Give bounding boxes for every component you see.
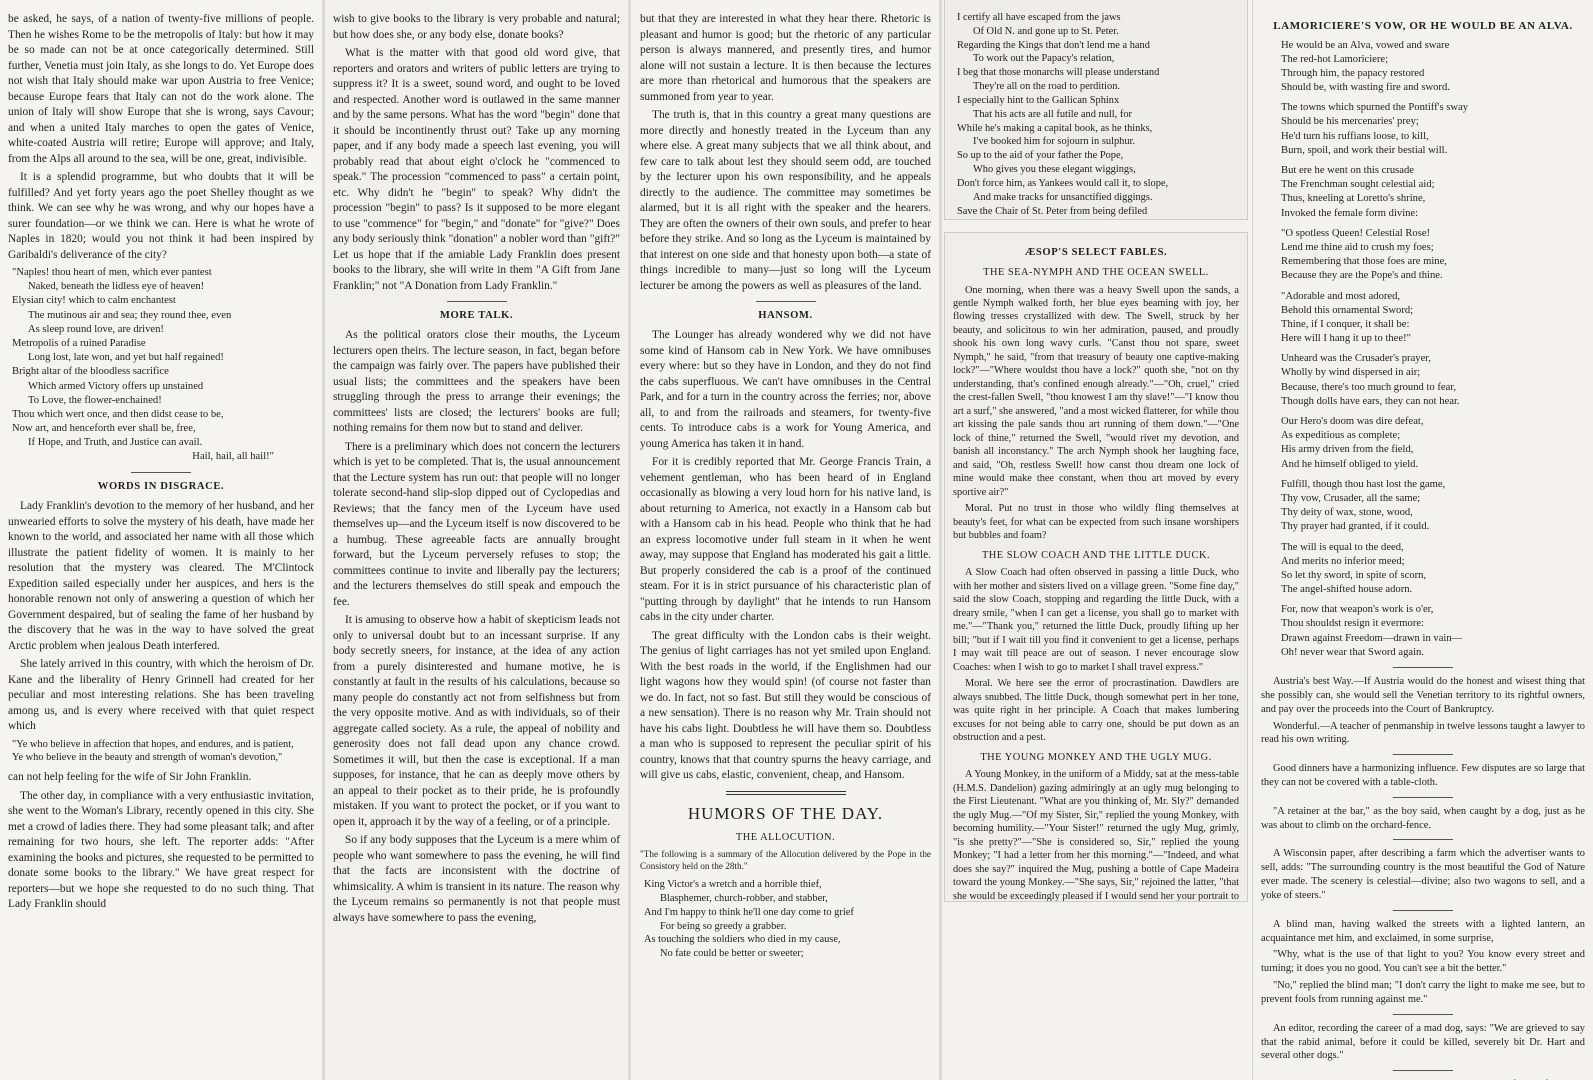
paragraph: The great difficulty with the London cabs is their weight. The genius of light carriages has not yet smiled upon England. With the best roads in the world, if the Englishmen had our light wagons how they would spin! (of course not faster than we do. In fact, not so fast. But still they would be conscious of a new sensation). There is no reason why Mr. Train should not have his cabs light. Doubtless he will have them so. Doubtless a man who is supposed to represent the peculiar spirit of his country, knows that that country spurns the heavy carriage, and will give us cabs, elastic, convenient, cheap, and Hansom. xyxy=(640,629,931,782)
verse-line: I certify all have escaped from the jaws xyxy=(957,12,1121,23)
verse-line: They're all on the road to perdition. xyxy=(973,81,1121,93)
joke: "Why, what is the use of that light to you? You know every street and turning; it does you no good. You can't see a bit the better." xyxy=(1261,949,1585,975)
verse-line: As sleep round love, are driven! xyxy=(28,323,164,335)
verse-line: Invoked the female form divine: xyxy=(1281,207,1419,219)
joke: A Wisconsin paper, after describing a farm which the advertiser wants to sell, adds: "The surrounding country is the most beautiful the God of Nature ever made. The scenery is celestial—divine; also two wagons to sell, and a yoke of steers." xyxy=(1261,848,1585,901)
verse-line: Because they are the Pope's and thine. xyxy=(1281,270,1443,282)
humors-heading: HUMORS OF THE DAY. xyxy=(687,803,884,823)
stanza xyxy=(1265,164,1585,221)
stanza xyxy=(1265,352,1585,409)
fable-text: A Young Monkey, in the uniform of a Middy, sat at the mess-table (H.M.S. Dandelion) gazing admiringly at an ugly mug belonging to the First Lieutenant. "What are you thinking of, Mr. Sly?" demanded the ugly Mug.—"Of my Sister, Sir," replied the young Monkey, with becoming humility.—"Your Sister!" returned the ugly Mug, grimly, "is she pretty?"—"She is considered so, Sir," replied the young Monkey; "I had a letter from her this morning."—"Indeed, and what does she say?" inquired the Mug, pushing a bottle of Cape Madeira toward the young Monkey.—"She says, Sir," rejoined the latter, "that she would be exceedingly pleased if I would send her your portrait to xyxy=(953,769,1239,902)
verse-line: So let thy sword, in spite of scorn, xyxy=(1281,569,1427,581)
stanza xyxy=(1265,227,1585,284)
quoted-verse xyxy=(12,738,314,766)
verse-line: Long lost, late won, and yet but half regained! xyxy=(28,352,224,364)
verse-line: If Hope, and Truth, and Justice can avail. xyxy=(28,437,203,449)
fable-title: THE YOUNG MONKEY AND THE UGLY MUG. xyxy=(980,751,1212,763)
paragraph: It is a splendid programme, but who doubts that it will be fulfilled? And yet forty years ago the poet Shelley thought as we think. We can see why he was wrong, and why our hopes have a surer foundation—or we think we can. Here is what he wrote of Naples in 1820; would you not think it had been inspired by Garibaldi's deliverance of the city? xyxy=(8,171,314,261)
verse-line: I've booked him for sojourn in sulphur. xyxy=(973,136,1136,148)
divider-rule xyxy=(756,301,816,302)
allocution-verse xyxy=(644,878,931,961)
section-heading: WORDS IN DISGRACE. xyxy=(97,480,225,492)
divider-rule xyxy=(726,791,846,795)
paragraph: It is amusing to observe how a habit of skepticism leads not only to universal doubt but to an incessant surprise. If any body secretly sneers, for instance, at the idea of any action from a purely disinterested and humane motive, he is constantly at fault in the results of his calculations, because so many people do constantly act not from selfishness but from the very opposite motive. And as with individuals, so of their aggregate called society. As a rule, the appeal of nobility and generosity does not fall dead upon any chance crowd. Sometimes it will, but then the case is exceptional. If a man supposes, for instance, that he can as deeply move others by an appeal to their pocket as to their pride, he is profoundly mistaken. If you want to protect the pocket, or if you want to open it, approach it by the way of a feeling, or of a principle. xyxy=(333,614,620,828)
verse-line: So up to the aid of your father the Pope, xyxy=(957,150,1124,162)
verse-line: Our Hero's doom was dire defeat, xyxy=(1281,416,1424,428)
column-1 xyxy=(0,0,322,1080)
verse-line: Oh! never wear that Sword again. xyxy=(1281,646,1424,658)
verse-line: Should be his mercenaries' prey; xyxy=(1281,116,1419,128)
verse-line: Save the Chair of St. Peter from being defiled xyxy=(957,205,1148,217)
verse-line: Bright altar of the bloodless sacrifice xyxy=(12,366,169,378)
verse-line: Thus, kneeling at Loretto's shrine, xyxy=(1281,193,1426,205)
fable-text: A Slow Coach had often observed in passing a little Duck, who with her mother and sisters lived on a village green. "Some fine day," said the slow Coach, stopping and regarding the little Duck, with a dreary smile, "when I can get a license, you shall go to market with me."—"Thank you," returned the little Duck, proudly lifting up her bill; "but if I wait till you find it convenient to get a license, perhaps I may wait till peace are out of season. I never encourage slow Coaches: when I wish to go to market I shall travel express." xyxy=(953,567,1239,673)
subheading: THE ALLOCUTION. xyxy=(735,832,836,844)
verse-line: Unheard was the Crusader's prayer, xyxy=(1281,353,1432,365)
verse-line: Hail, hail, all hail!" xyxy=(192,451,274,463)
verse-line: The towns which spurned the Pontiff's sway xyxy=(1281,102,1469,114)
verse-line: The will is equal to the deed, xyxy=(1281,541,1404,553)
joke: An editor, recording the career of a mad dog, says: "We are grieved to say that the rabid animal, before it could be killed, severely bit Dr. Hart and several other dogs." xyxy=(1261,1022,1585,1062)
poem-heading: LAMORICIERE'S VOW, OR HE WOULD BE AN ALVA. xyxy=(1273,20,1573,32)
divider-rule xyxy=(1393,839,1453,840)
verse-line: For, now that weapon's work is o'er, xyxy=(1281,604,1434,616)
verse-line: To Love, the flower-enchained! xyxy=(28,394,162,406)
divider-rule xyxy=(1393,754,1453,755)
verse-line: "Ye who believe in affection that hopes, and endures, and is patient, xyxy=(12,738,294,750)
verse-line: Should be, with wasting fire and sword. xyxy=(1281,82,1450,94)
verse-line: Who gives you these elegant wiggings, xyxy=(973,164,1136,176)
verse-line: The mutinous air and sea; they round thee, even xyxy=(28,309,232,321)
stanza xyxy=(1265,39,1585,96)
paragraph: be asked, he says, of a nation of twenty-five millions of people. Then he wishes Rome to be the metropolis of Italy: but how it may be so made can not be at once categorically determined. Still further, Venetia must join Italy, as she longs to do. Yet Europe does not wish that Italy should make war upon Austria to free Venice; because Europe fears that Italy can not do the work alone. The union of Italy will show Europe that she is wrong, says Cavour; and when a united Italy marches to open the gates of Venice, white-coated Austria will retire; Europe will approve; and Italy, from the Alps all around to the sea, will be one, great, indivisible. xyxy=(8,13,314,165)
verse-line: Though dolls have ears, they can not hear. xyxy=(1281,395,1460,407)
stanza xyxy=(1265,290,1585,347)
column-4-top xyxy=(944,0,1248,220)
verse-line: "O spotless Queen! Celestial Rose! xyxy=(1281,227,1431,239)
verse-line: His army driven from the field, xyxy=(1281,444,1414,456)
verse-line: Thy prayer had granted, if it could. xyxy=(1281,521,1430,533)
verse-line: Now art, and henceforth ever shall be, free, xyxy=(12,423,196,435)
fable-moral: Moral. We here see the error of procrastination. Dawdlers are always snubbed. The little Duck, though somewhat pert in her tone, was quite right in her principle. A Coach that makes lumbering excuses for not being able to carry one, should be put down as an obstruction and a pest. xyxy=(953,678,1239,744)
joke: Wonderful.—A teacher of penmanship in twelve lessons taught a lawyer to read his own writing. xyxy=(1261,720,1585,746)
shelley-verse xyxy=(12,266,314,465)
verse-line: The Frenchman sought celestial aid; xyxy=(1281,179,1435,191)
verse-line: "Adorable and most adored, xyxy=(1281,290,1401,302)
verse-line: And he himself obliged to yield. xyxy=(1281,458,1419,470)
verse-line: To work out the Papacy's relation, xyxy=(973,53,1115,65)
verse-line: King Victor's a wretch and a horrible thief, xyxy=(644,879,822,891)
joke: "No," replied the blind man; "I don't carry the light to make me see, but to prevent fools from running against me." xyxy=(1261,980,1585,1005)
joke: "A retainer at the bar," as the boy said, when caught by a dog, just as he was about to climb on the orchard-fence. xyxy=(1261,805,1585,831)
paragraph: but that they are interested in what they hear there. Rhetoric is pleasant and humor is good; but the rhetoric of any particular person is always mannered, and presently tires, and humor alone will not sustain a lecture. It is then because the lectures are more than rhetorical and humorous that the speakers are summoned from year to year. xyxy=(640,13,931,103)
verse-line: No fate could be better or sweeter; xyxy=(660,948,804,960)
verse-line: The red-hot Lamoriciere; xyxy=(1281,53,1389,65)
verse-line: For being so greedy a grabber. xyxy=(660,920,787,932)
lamoriciere-poem xyxy=(1265,39,1585,661)
verse-line: He'd turn his ruffians loose, to kill, xyxy=(1281,130,1429,142)
verse-line: That his acts are all futile and null, for xyxy=(973,108,1132,120)
joke: Good dinners have a harmonizing influence. Few disputes are so large that they can not be covered with a table-cloth. xyxy=(1261,763,1585,788)
verse-line: Which armed Victory offers up unstained xyxy=(28,380,204,392)
allocution-verse-cont xyxy=(957,11,1239,220)
verse-line: Behold this ornamental Sword; xyxy=(1281,304,1414,316)
verse-line: As expeditious as complete; xyxy=(1281,430,1401,442)
paragraph: The Lounger has already wondered why we did not have some kind of Hansom cab in New York. We have omnibuses every where: but so they have in London, and they do not find the cabs superfluous. We can't have omnibuses in the Central Park, and for a turn in the country across the ferries; nor, above all, to and from the railroads and steamers, for twenty-five cents. To introduce cabs is a work for Young America, and young America has taken it in hand. xyxy=(640,329,931,450)
verse-line: Regarding the Kings that don't lend me a hand xyxy=(957,39,1150,51)
verse-line xyxy=(957,218,1239,220)
column-2 xyxy=(325,0,628,1080)
divider-rule xyxy=(1393,1014,1453,1015)
verse-line: Because, there's too much ground to fear, xyxy=(1281,381,1457,393)
verse-line: Drawn against Freedom—drawn in vain— xyxy=(1281,632,1463,644)
verse-line: He would be an Alva, vowed and sware xyxy=(1281,39,1450,51)
verse-line: Through him, the papacy restored xyxy=(1281,67,1425,79)
verse-line: Remembering that those foes are mine, xyxy=(1281,256,1447,268)
verse-line: And I'm happy to think he'll one day come to grief xyxy=(644,906,854,918)
verse-line: Wholly by wind dispersed in air; xyxy=(1281,367,1421,379)
verse-line: And merits no inferior meed; xyxy=(1281,555,1405,567)
verse-line: I beg that those monarchs will please understand xyxy=(957,67,1160,79)
divider-rule xyxy=(1393,667,1453,668)
verse-line: Thou which wert once, and then didst cease to be, xyxy=(12,408,224,420)
column-gutter xyxy=(939,0,942,1080)
paragraph: She lately arrived in this country, with which the heroism of Dr. Kane and the liberality of Henry Grinnell had created for her peculiar and most interesting relations. She has been traveling among us, and is every where received with that quiet respect which xyxy=(8,658,314,733)
column-5 xyxy=(1252,0,1593,1080)
footnote: "The following is a summary of the Allocution delivered by the Pope in the Consistory held on the 28th." xyxy=(640,849,931,872)
paragraph: wish to give books to the library is very probable and natural; but how does she, or any body else, donate books? xyxy=(333,13,620,41)
fables-heading: ÆSOP'S SELECT FABLES. xyxy=(1024,247,1168,258)
paragraph: Lady Franklin's devotion to the memory of her husband, and her unwearied efforts to solve the mystery of his death, have made her known to the world, and associated her name with all those which illustrate the patient fidelity of women. It is mainly to her resolution that the mystery was cleared. The M'Clintock Expedition sailed especially under her auspices, and hers is the honorable renown not only of answering a question of which her Government despaired, but of sealing the fame of her husband by the discovery that he was in the way to have solved the great Arctic problem when jealous Death interfered. xyxy=(8,500,314,652)
divider-rule xyxy=(131,472,191,473)
verse-line: As touching the soldiers who died in my cause, xyxy=(644,934,841,946)
verse-line: Ye who believe in the beauty and strength of woman's devotion," xyxy=(12,752,283,764)
fable-moral: Moral. Put no trust in those who wildly fling themselves at beauty's feet, for what can be expected from such insane worshipers but bubbles and foam? xyxy=(953,503,1239,542)
paragraph: What is the matter with that good old word give, that reporters and orators and writers of public letters are trying to suppress it? It is a sweet, sound word, and ought to be loved and respected. Another word is outlawed in the same manner and by the same persons. What has the word "begin" done that it should be incontinently thrust out? Take up any morning paper, and if any body made a speech last evening, you will probably read that about eight o'clock he "commenced to speak." The procession "commenced to pass" a certain point, etc. Why didn't he "begin" to speak? Why didn't the procession "begin" to pass? Is it supposed to be more elegant to use "commence" for "begin," and "donate" for "give?" Does any body seriously think "donation" a nobler word than "gift?" Let us hope that if the amiable Lady Franklin does present books to the library, she will write in them "A Gift from Jane Franklin;" not "A Donation from Lady Franklin." xyxy=(333,47,620,292)
verse-line: Don't force him, as Yankees would call it, to slope, xyxy=(957,177,1169,189)
verse-line: "Naples! thou heart of men, which ever pantest xyxy=(12,267,212,278)
verse-line: And make tracks for unsanctified diggings. xyxy=(973,191,1153,203)
divider-rule xyxy=(447,301,507,302)
verse-line: Lend me thine aid to crush my foes; xyxy=(1281,241,1434,253)
verse-line: Here will I hang it up to thee!" xyxy=(1281,333,1411,345)
verse-line: I especially hint to the Gallican Sphinx xyxy=(957,94,1120,106)
paragraph: The truth is, that in this country a great many questions are more directly and honestly treated in the Lyceum than any where else. A great many subjects that we all think about, and few care to talk about lest they should seem odd, are touched by the lecturer upon his own responsibility, and he appeals directly to the audience. The committee may sometimes be alarmed, but it is all right with the speaker and the hearers. They are often the owners of their own souls, and prefer to hear before they strike. And so long as the Lyceum is maintained by that interest on one side and that honesty upon both—a state of things incredible to many—just so long will the Lyceum lecturer be among the powers as well as pleasures of the land. xyxy=(640,109,931,292)
verse-line: Thou shouldst resign it evermore: xyxy=(1281,618,1424,630)
column-3 xyxy=(632,0,939,1080)
verse-line: Naked, beneath the lidless eye of heaven! xyxy=(28,281,205,293)
verse-line: Fulfill, though thou hast lost the game, xyxy=(1281,478,1446,490)
verse-line: The angel-shifted house adorn. xyxy=(1281,584,1413,596)
stanza xyxy=(1265,541,1585,598)
section-heading: HANSOM. xyxy=(758,310,813,321)
column-gutter xyxy=(628,0,631,1080)
stanza xyxy=(1265,415,1585,472)
verse-line: Blasphemer, church-robber, and stabber, xyxy=(660,892,828,904)
verse-line: Thy deity of wax, stone, wood, xyxy=(1281,507,1413,519)
section-heading: MORE TALK. xyxy=(439,310,514,321)
verse-line: Of Old N. and gone up to St. Peter. xyxy=(973,25,1119,37)
verse-line: Elysian city! which to calm enchantest xyxy=(12,295,176,307)
joke: Austria's best Way.—If Austria would do the honest and wisest thing that she possibly can, she would sell the Venetian territory to its rightful owners, and pay over the proceeds into the Court of Bankruptcy. xyxy=(1261,676,1585,715)
fable-title: THE SEA-NYMPH AND THE OCEAN SWELL. xyxy=(983,266,1209,278)
paragraph: The other day, in compliance with a very enthusiastic invitation, she went to the Woman's Library, recently opened in this city. She met a crowd of ladies there. They had some pleasant talk; and after remaining for two hours, she left. The reporter adds: "After examining the books and pictures, she requested to be permitted to donate some books to the library." We have great respect for reporters—but we hope she requested to do no such thing. That Lady Franklin should xyxy=(8,789,314,911)
column-4-fables xyxy=(944,232,1248,902)
joke: A blind man, having walked the streets with a lighted lantern, an acquaintance met him, and exclaimed, in some surprise, xyxy=(1261,918,1585,944)
divider-rule xyxy=(1393,1070,1453,1071)
divider-rule xyxy=(1393,797,1453,798)
paragraph: So if any body supposes that the Lyceum is a mere whim of people who want somewhere to pass the evening, he will find that the facts are inconsistent with the doctrine of whimsicality. A whim is transient in its nature. The reason why the Lyceum remains so permanently is not that people must always have somewhere to pass the evening, xyxy=(333,834,620,924)
stanza xyxy=(1265,478,1585,535)
paragraph: There is a preliminary which does not concern the lecturers which is yet to be completed. That is, the usual announcement that the Lecture system has run out: that people will no longer tolerate second-hand slip-slop dipped out of Cyclopedias and Reviews; that the fancy men of the Lyceum have used themselves up—and the Lyceum itself is now discovered to be a humbug. These agreeable facts are annually brought forward, but the Lyceum perversely refuses to stop; the committees continue to invite and liberally pay the lecturers; and the lecturers themselves do still speak and empouch the fee. xyxy=(333,440,620,608)
verse-line: Metropolis of a ruined Paradise xyxy=(12,337,146,349)
verse-line: While he's making a capital book, as he thinks, xyxy=(957,122,1153,134)
verse-line: Burn, spoil, and work their bestial will. xyxy=(1281,144,1448,156)
divider-rule xyxy=(1393,910,1453,911)
stanza xyxy=(1265,101,1585,158)
paragraph: can not help feeling for the wife of Sir John Franklin. xyxy=(8,771,252,784)
fable-title: THE SLOW COACH AND THE LITTLE DUCK. xyxy=(981,549,1211,561)
paragraph: For it is credibly reported that Mr. George Francis Train, a vehement gentleman, who has been heard of in England occasionally as blowing a very loud horn for his native land, is about returning to America, not exactly in a Hansom cab but with a Hansom cab in his head. People who think that he had an express locomotive under full steam in it when he went away, may suppose that England has moderated his gait a little. But properly considered the cab is a proof of the continued steam. For it is in strict pursuance of his characteristic plan of "putting through by daylight" that he intends to run Hansom cabs in the city under charter. xyxy=(640,456,931,624)
verse-line: Thine, if I conquer, it shall be: xyxy=(1281,318,1410,330)
fable-text: One morning, when there was a heavy Swell upon the sands, a gentle Nymph walked forth, her blue eyes beaming with joy, her flowing tresses crystallized with dew. The Swell, struck by her beauty, and solicitous to win her admiration, paused, and proudly shook his own long wavy curls. "Canst thou not spare, sweet Nymph," he said, "from that treasury of beauty one captive-making lock?"—"Where wouldst thou have a lock?" quoth she, "not on thy understanding, that's confined enough already."—"Oh, cruel," cried the crest-fallen Swell, "thou knowest I am thy slave!"—"I know thou art a surf," she answered, "and a most wicked flatterer, for while thou art kissing the pale sands thou art running of them down."—"One lock of thine," returned the Swell, "would rivet my devotion, and banish all inconstancy." The arch Nymph shook her laughing face, and said, "Oh, restless Swell! how canst thou dream one lock of mine would make thee constant, when thou art moved by every sportive air?" xyxy=(953,284,1239,498)
verse-line: Thy vow, Crusader, all the same; xyxy=(1281,492,1421,504)
paragraph: As the political orators close their mouths, the Lyceum lecturers open theirs. The lecture season, in fact, began before the campaign was fairly over. The papers have published their usual lists; the committees and the speakers have been struggling through the press to arrange their evenings; the committees' lists are closed; the lecturers' books are full; nothing remains for them now but to stand and deliver. xyxy=(333,329,620,435)
stanza xyxy=(1265,603,1585,660)
verse-line: But ere he went on this crusade xyxy=(1281,165,1414,177)
